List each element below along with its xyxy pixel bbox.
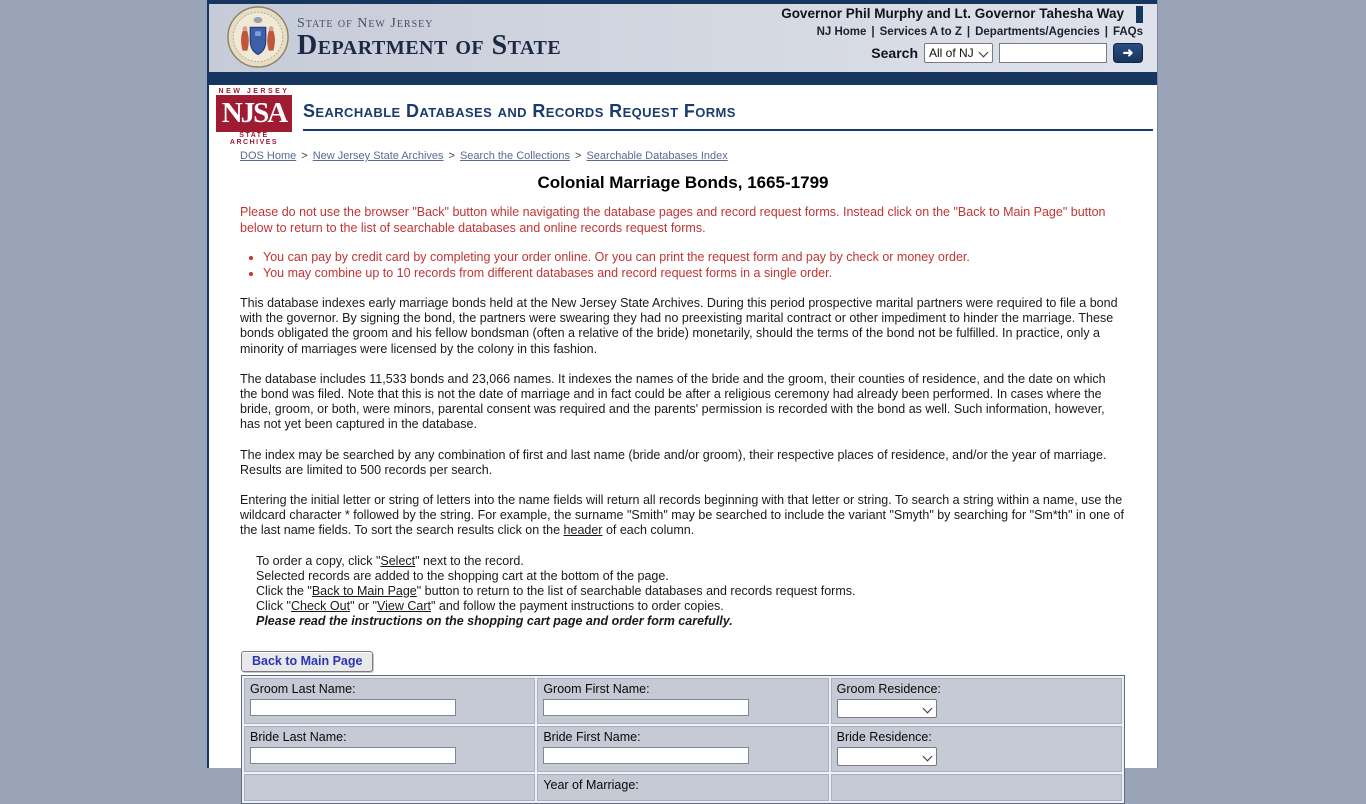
search-scope-select[interactable]: [924, 43, 993, 63]
groom-residence-select[interactable]: [837, 699, 937, 718]
form-cell: [244, 678, 535, 724]
inline-link-view-cart[interactable]: View Cart: [377, 599, 431, 614]
instruction-line: [256, 614, 1157, 629]
nav-link-faqs[interactable]: FAQs: [1112, 26, 1143, 38]
bride-residence-label: Bride Residence:: [836, 729, 932, 744]
nav-link-departments-agencies[interactable]: Departments/Agencies: [975, 26, 1100, 38]
page-title: Colonial Marriage Bonds, 1665-1799: [537, 173, 829, 192]
text-segment: Please read the instructions on the shopping cart page and order form carefully.: [256, 614, 733, 629]
bride-residence-select[interactable]: [837, 747, 937, 766]
inline-link-header[interactable]: header: [563, 523, 603, 538]
njsa-logo-acronym: NJSA: [216, 95, 292, 132]
groom-last-name-input[interactable]: [250, 699, 456, 716]
description-paragraphs: [240, 296, 1126, 539]
body-paragraph: [240, 448, 1126, 478]
agency-title: [297, 16, 561, 60]
text-segment: Entering the initial letter or string of letters into the name fields will return all records beginning with that letter or string. To search a string within a name, use the wildcard character * followed by the string. For example, the surname "Smith" may be searched to include the variant "Smyth" by searching for "Sm*th" in one of the last name fields. To sort the search results click on the: [240, 493, 1124, 538]
text-segment: " and follow the payment instructions to order copies.: [430, 599, 724, 614]
form-cell: [831, 726, 1122, 772]
form-cell: [831, 678, 1122, 724]
section-title: Searchable Databases and Records Request Forms: [303, 101, 736, 121]
form-cell: [537, 774, 828, 801]
notice-text: Please do not use the browser "Back" button while navigating the database pages and record request forms. Instead click on the "Back to Main Page" button below to return to the list of searchable databases and online records request forms.: [240, 205, 1106, 235]
breadcrumb-separator: >: [301, 150, 308, 162]
breadcrumb: [240, 150, 1157, 162]
top-nav: [781, 26, 1143, 38]
text-segment: of each column.: [602, 523, 695, 538]
text-segment: " next to the record.: [415, 553, 524, 568]
instruction-line: [256, 584, 1157, 599]
njsa-logo-bottom-text: STATE ARCHIVES: [229, 132, 279, 146]
back-to-main-page-button[interactable]: Back to Main Page: [241, 651, 373, 672]
search-go-button[interactable]: [1113, 43, 1143, 63]
search-input[interactable]: [999, 43, 1107, 63]
text-segment: Click ": [256, 599, 291, 614]
state-header: [209, 4, 1157, 72]
form-cell: [831, 774, 1122, 801]
nav-link-nj-home[interactable]: NJ Home: [816, 26, 867, 38]
nav-link-services-a-to-z[interactable]: Services A to Z: [879, 26, 962, 38]
nav-separator: |: [1104, 26, 1108, 38]
breadcrumb-link-dos-home[interactable]: DOS Home: [240, 150, 297, 162]
ordering-instructions: [256, 554, 1157, 630]
inline-link-select[interactable]: Select: [380, 553, 416, 568]
navy-divider-band: [209, 72, 1157, 85]
search-form-table: [241, 675, 1125, 804]
groom-first-name-input[interactable]: [543, 699, 749, 716]
select-wrap: [837, 747, 937, 766]
right-arrow-icon: ➜: [1122, 45, 1134, 60]
instruction-line: [256, 569, 1157, 584]
instruction-line: [256, 599, 1157, 614]
form-cell: [537, 678, 828, 724]
breadcrumb-separator: >: [448, 150, 455, 162]
search-label: Search: [871, 45, 918, 61]
section-title-rule: [303, 101, 1153, 131]
bride-last-name-input[interactable]: [250, 747, 456, 764]
body-paragraph: [240, 493, 1126, 539]
text-segment: The database includes 11,533 bonds and 23,066 names. It indexes the names of the bride and the groom, their counties of residence, and the date on which the bond was filed. Note that this is not the date of marriage and in fact could be after a religious ceremony had already been performed. In cases where the bride, groom, or both, were minors, parental consent was required and the parents' permission is recorded with the bond as well. Such information, however, has not yet been captured in the database.: [240, 371, 1106, 432]
njsa-logo[interactable]: [216, 88, 292, 146]
instruction-line: [256, 554, 1157, 569]
form-cell: [537, 726, 828, 772]
inline-link-check-out[interactable]: Check Out: [291, 599, 351, 614]
bride-first-name-label: Bride First Name:: [543, 729, 641, 744]
bride-first-name-input[interactable]: [543, 747, 749, 764]
text-segment: This database indexes early marriage bonds held at the New Jersey State Archives. During this period prospective marital partners were required to file a bond with the governor. By signing the bond, the partners were swearing they had no preexisting marital contract or other impediment to hinder the marriage. These bonds obligated the groom and his fellow bondsman (often a relative of the bride) monetarily, should the terms of the bond not be fulfilled. In practice, only a minority of marriages were licensed by the colony in this fashion.: [240, 296, 1118, 356]
breadcrumb-link-new-jersey-state-archives[interactable]: New Jersey State Archives: [312, 150, 444, 162]
breadcrumb-link-searchable-databases-index[interactable]: Searchable Databases Index: [586, 150, 728, 162]
select-wrap: [837, 699, 937, 718]
year-of-marriage-label: Year of Marriage:: [543, 777, 639, 792]
search-scope-wrap: [924, 43, 993, 63]
breadcrumb-link-search-the-collections[interactable]: Search the Collections: [459, 150, 571, 162]
njsa-logo-top-text: NEW JERSEY: [218, 88, 290, 95]
page-content: [207, 0, 1158, 792]
notice-bullet: • You can pay by credit card by completing your order online. Or you can print the request form and pay by check or money order.: [263, 250, 1157, 266]
text-segment: To order a copy, click ": [256, 553, 381, 568]
body-paragraph: [240, 372, 1126, 433]
banner-end-bar-icon: [1136, 6, 1143, 23]
text-segment: The index may be searched by any combination of first and last name (bride and/or groom), their respective places of residence, and/or the year of marriage. Results are limited to 500 records per search.: [240, 447, 1107, 477]
body-paragraph: [240, 296, 1126, 357]
notice-bullet: • You may combine up to 10 records from different databases and record request forms in a single order.: [263, 266, 1157, 282]
governor-banner: Governor Phil Murphy and Lt. Governor Tahesha Way: [781, 6, 1143, 23]
agency-line2: Department of State: [297, 30, 562, 61]
text-segment: " button to return to the list of searchable databases and records request forms.: [416, 584, 856, 599]
text-segment: " or ": [350, 599, 377, 614]
notice-bullets: [239, 250, 1157, 281]
nj-state-seal-icon: [227, 6, 289, 68]
groom-residence-label: Groom Residence:: [836, 681, 941, 696]
inline-link-back-to-main-page[interactable]: Back to Main Page: [311, 584, 417, 599]
form-cell: [244, 726, 535, 772]
breadcrumb-separator: >: [575, 150, 582, 162]
form-cell: [244, 774, 535, 801]
nav-separator: |: [871, 26, 875, 38]
text-segment: Selected records are added to the shopping cart at the bottom of the page.: [256, 568, 669, 583]
agency-line1: State of New Jersey: [297, 16, 434, 31]
groom-first-name-label: Groom First Name:: [543, 681, 650, 696]
bride-last-name-label: Bride Last Name:: [250, 729, 347, 744]
groom-last-name-label: Groom Last Name:: [250, 681, 356, 696]
nav-separator: |: [966, 26, 971, 38]
text-segment: Click the ": [256, 584, 312, 599]
